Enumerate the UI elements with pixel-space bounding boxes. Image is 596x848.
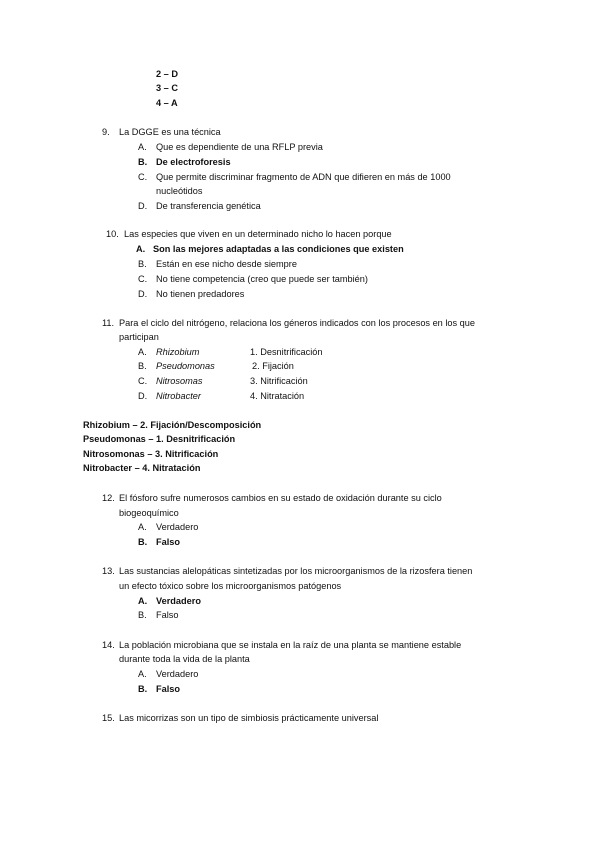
question-number: 15. — [102, 713, 115, 723]
list-item: 3 – C — [156, 83, 178, 93]
option-letter: B. — [138, 157, 148, 167]
process-name: 4. Nitratación — [250, 391, 305, 401]
option-letter: D. — [138, 391, 148, 401]
option-text: No tienen predadores — [156, 289, 245, 299]
question-number: 9. — [102, 127, 110, 137]
question-text: Las especies que viven en un determinado nicho lo hacen porque — [124, 229, 392, 239]
question-number: 14. — [102, 640, 115, 650]
genus-name: Nitrosomas — [156, 376, 203, 386]
answer-line: Rhizobium – 2. Fijación/Descomposición — [83, 420, 262, 430]
option-letter: A. — [138, 522, 147, 532]
question-number: 13. — [102, 566, 115, 576]
process-name: 3. Nitrificación — [250, 376, 308, 386]
option-letter: C. — [138, 376, 148, 386]
genus-name: Rhizobium — [156, 347, 200, 357]
question-number: 12. — [102, 493, 115, 503]
option-letter: B. — [138, 684, 148, 694]
option-text: Que permite discriminar fragmento de ADN que difieren en más de 1000 — [156, 172, 451, 182]
option-letter: C. — [138, 172, 148, 182]
option-text: De electroforesis — [156, 157, 231, 167]
genus-name: Pseudomonas — [156, 361, 215, 371]
option-text: Son las mejores adaptadas a las condiciones que existen — [153, 244, 404, 254]
option-text: Que es dependiente de una RFLP previa — [156, 142, 323, 152]
option-letter: D. — [138, 201, 148, 211]
question-text: Las micorrizas son un tipo de simbiosis prácticamente universal — [119, 713, 379, 723]
answer-line: Nitrobacter – 4. Nitratación — [83, 463, 201, 473]
answer-line: Nitrosomonas – 3. Nitrificación — [83, 449, 219, 459]
option-letter: D. — [138, 289, 148, 299]
process-name: 1. Desnitrificación — [250, 347, 323, 357]
option-text: Falso — [156, 610, 179, 620]
option-text-continued: nucleótidos — [156, 186, 203, 196]
genus-name: Nitrobacter — [156, 391, 201, 401]
question-text: Las sustancias alelopáticas sintetizadas por los microorganismos de la rizosfera tienen — [119, 566, 473, 576]
question-text: Para el ciclo del nitrógeno, relaciona los géneros indicados con los procesos en los que — [119, 318, 475, 328]
option-text: No tiene competencia (creo que puede ser también) — [156, 274, 368, 284]
option-letter: A. — [136, 244, 146, 254]
list-item: 2 – D — [156, 69, 178, 79]
option-letter: B. — [138, 361, 147, 371]
list-item: 4 – A — [156, 98, 178, 108]
option-text: Falso — [156, 537, 180, 547]
option-letter: B. — [138, 259, 147, 269]
option-text: Están en ese nicho desde siempre — [156, 259, 297, 269]
question-text: El fósforo sufre numerosos cambios en su estado de oxidación durante su ciclo — [119, 493, 442, 503]
option-text: Falso — [156, 684, 180, 694]
question-number: 11. — [102, 318, 115, 328]
question-text-continued: un efecto tóxico sobre los microorganismos patógenos — [119, 581, 342, 591]
option-letter: A. — [138, 347, 147, 357]
question-text: La población microbiana que se instala en la raíz de una planta se mantiene estable — [119, 640, 462, 650]
option-letter: A. — [138, 669, 147, 679]
answer-line: Pseudomonas – 1. Desnitrificación — [83, 434, 236, 444]
option-letter: B. — [138, 537, 148, 547]
option-text: De transferencia genética — [156, 201, 261, 211]
option-letter: C. — [138, 274, 148, 284]
process-name: 2. Fijación — [252, 361, 294, 371]
question-number: 10. — [106, 229, 119, 239]
option-text: Verdadero — [156, 596, 201, 606]
option-letter: B. — [138, 610, 147, 620]
option-text: Verdadero — [156, 522, 199, 532]
question-text: La DGGE es una técnica — [119, 127, 221, 137]
option-text: Verdadero — [156, 669, 199, 679]
option-letter: A. — [138, 142, 147, 152]
question-text-continued: participan — [119, 332, 159, 342]
question-text-continued: durante toda la vida de la planta — [119, 654, 250, 664]
option-letter: A. — [138, 596, 148, 606]
question-text-continued: biogeoquímico — [119, 508, 179, 518]
